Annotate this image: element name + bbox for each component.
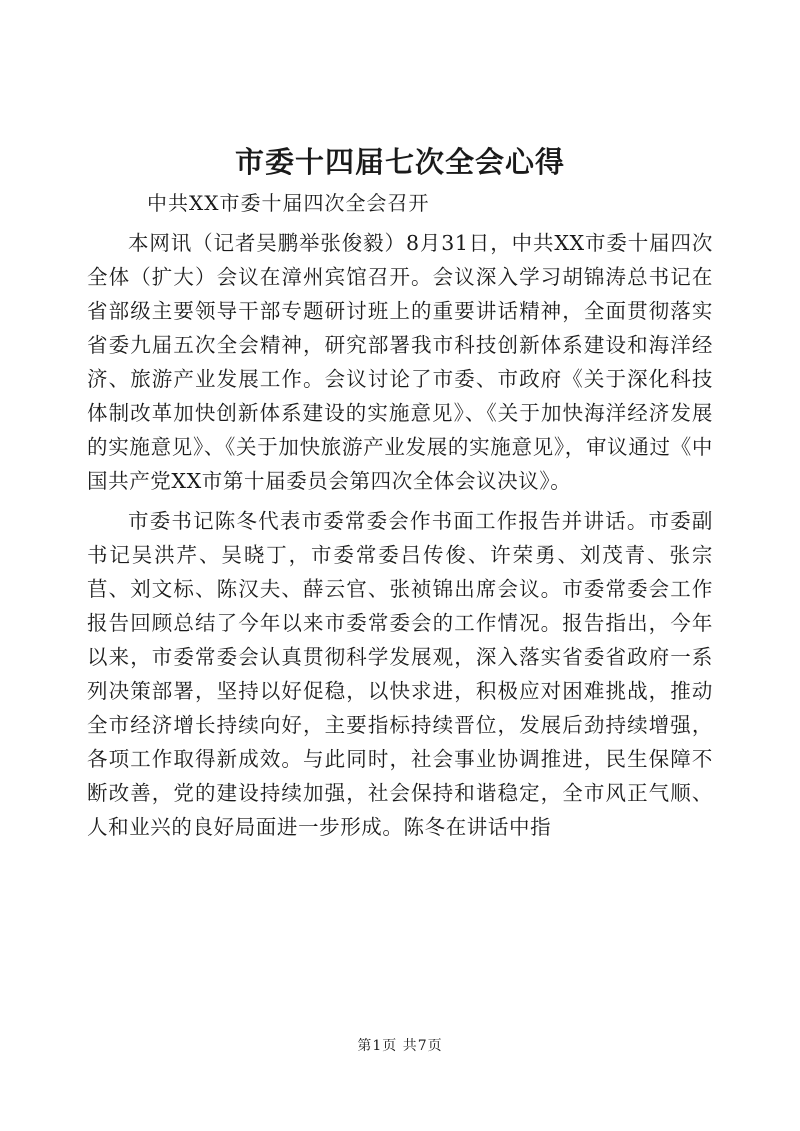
document-subtitle: 中共XX市委十届四次全会召开 — [147, 191, 430, 215]
page-footer: 第1页 共7页 — [357, 1038, 443, 1054]
paragraph-1: 本网讯（记者吴鹏举张俊毅）8月31日，中共XX市委十届四次全体（扩大）会议在漳州宾馆召开。会议深入学习胡锦涛总书记在省部级主要领导干部专题研讨班上的重要讲话精神，全面贯彻落实省委九届五次全会精神，研究部署我市科技创新体系建设和海洋经济、旅游产业发展工作。会议讨论了市委、市政府《关于深化科技体制改革加快创新体系建设的实施意见》、《关于加快海洋经济发展的实施意见》、《关于加快旅游产业发展的实施意见》，审议通过《中国共产党XX市第十届委员会第四次全体会议决议》。 — [87, 231, 713, 493]
paragraph-2: 市委书记陈冬代表市委常委会作书面工作报告并讲话。市委副书记吴洪芹、吴晓丁，市委常委吕传俊、许荣勇、刘茂青、张宗苢、刘文标、陈汉夫、薛云官、张祯锦出席会议。市委常委会工作报告回顾总结了今年以来市委常委会的工作情况。报告指出，今年以来，市委常委会认真贯彻科学发展观，深入落实省委省政府一系列决策部署，坚持以好促稳，以快求进，积极应对困难挑战，推动全市经济增长持续向好，主要指标持续晋位，发展后劲持续增强，各项工作取得新成效。与此同时，社会事业协调推进，民生保障不断改善，党的建设持续加强，社会保持和谐稳定，全市风正气顺、人和业兴的良好局面进一步形成。陈冬在讲话中指 — [87, 509, 713, 839]
document-title: 市委十四届七次全会心得 — [234, 145, 565, 179]
document-body — [87, 226, 713, 850]
